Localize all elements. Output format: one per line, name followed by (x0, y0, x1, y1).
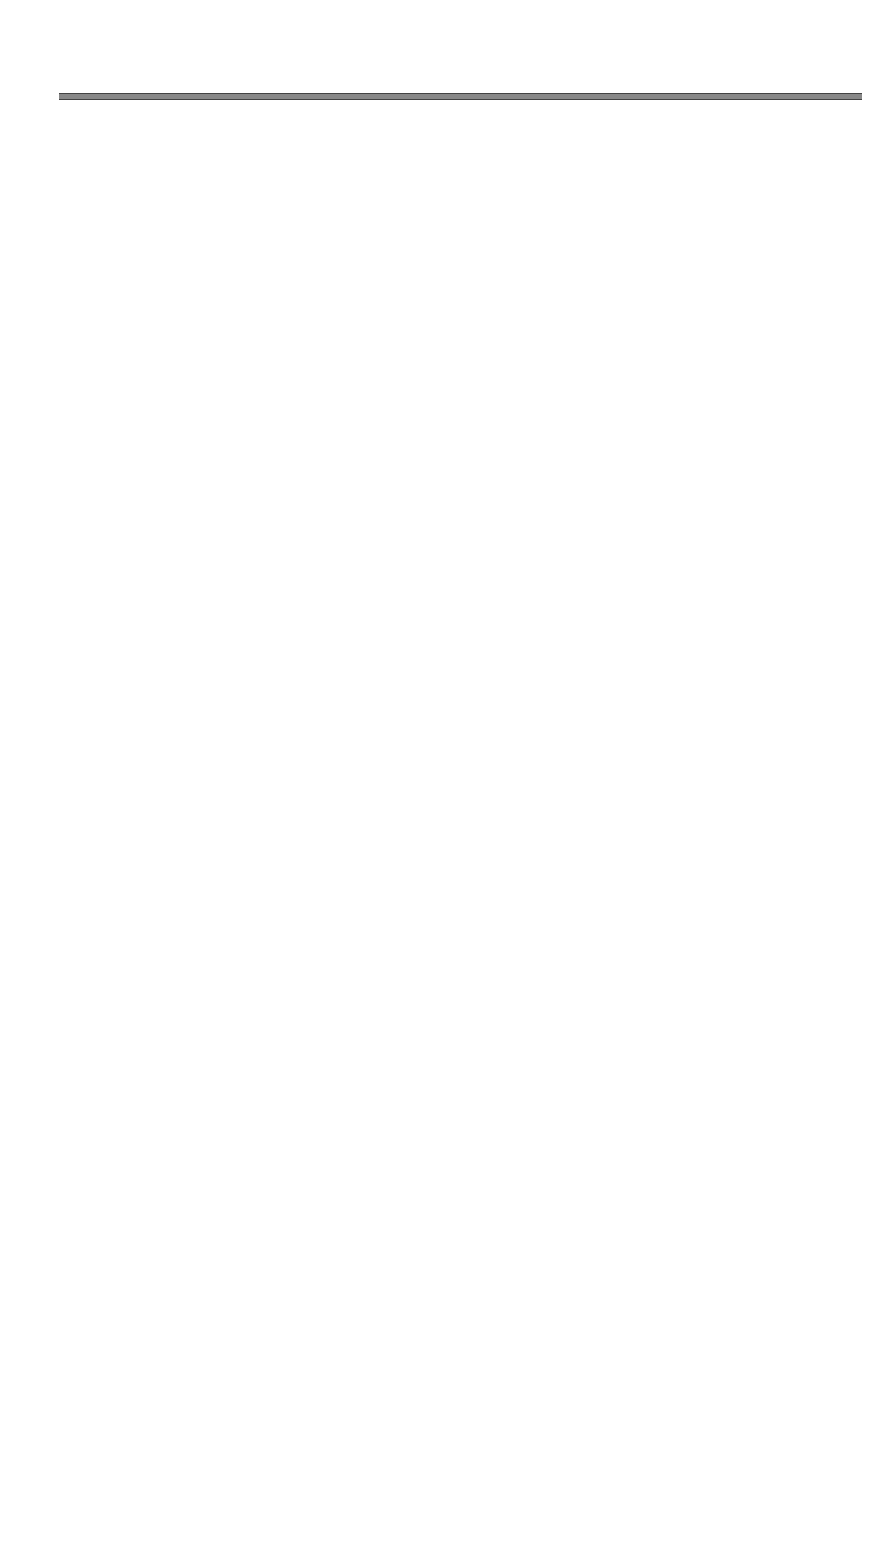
cytoband-bar[interactable] (59, 93, 862, 100)
omim-genes (0, 1265, 890, 1545)
refseq-genes (0, 1000, 890, 1170)
